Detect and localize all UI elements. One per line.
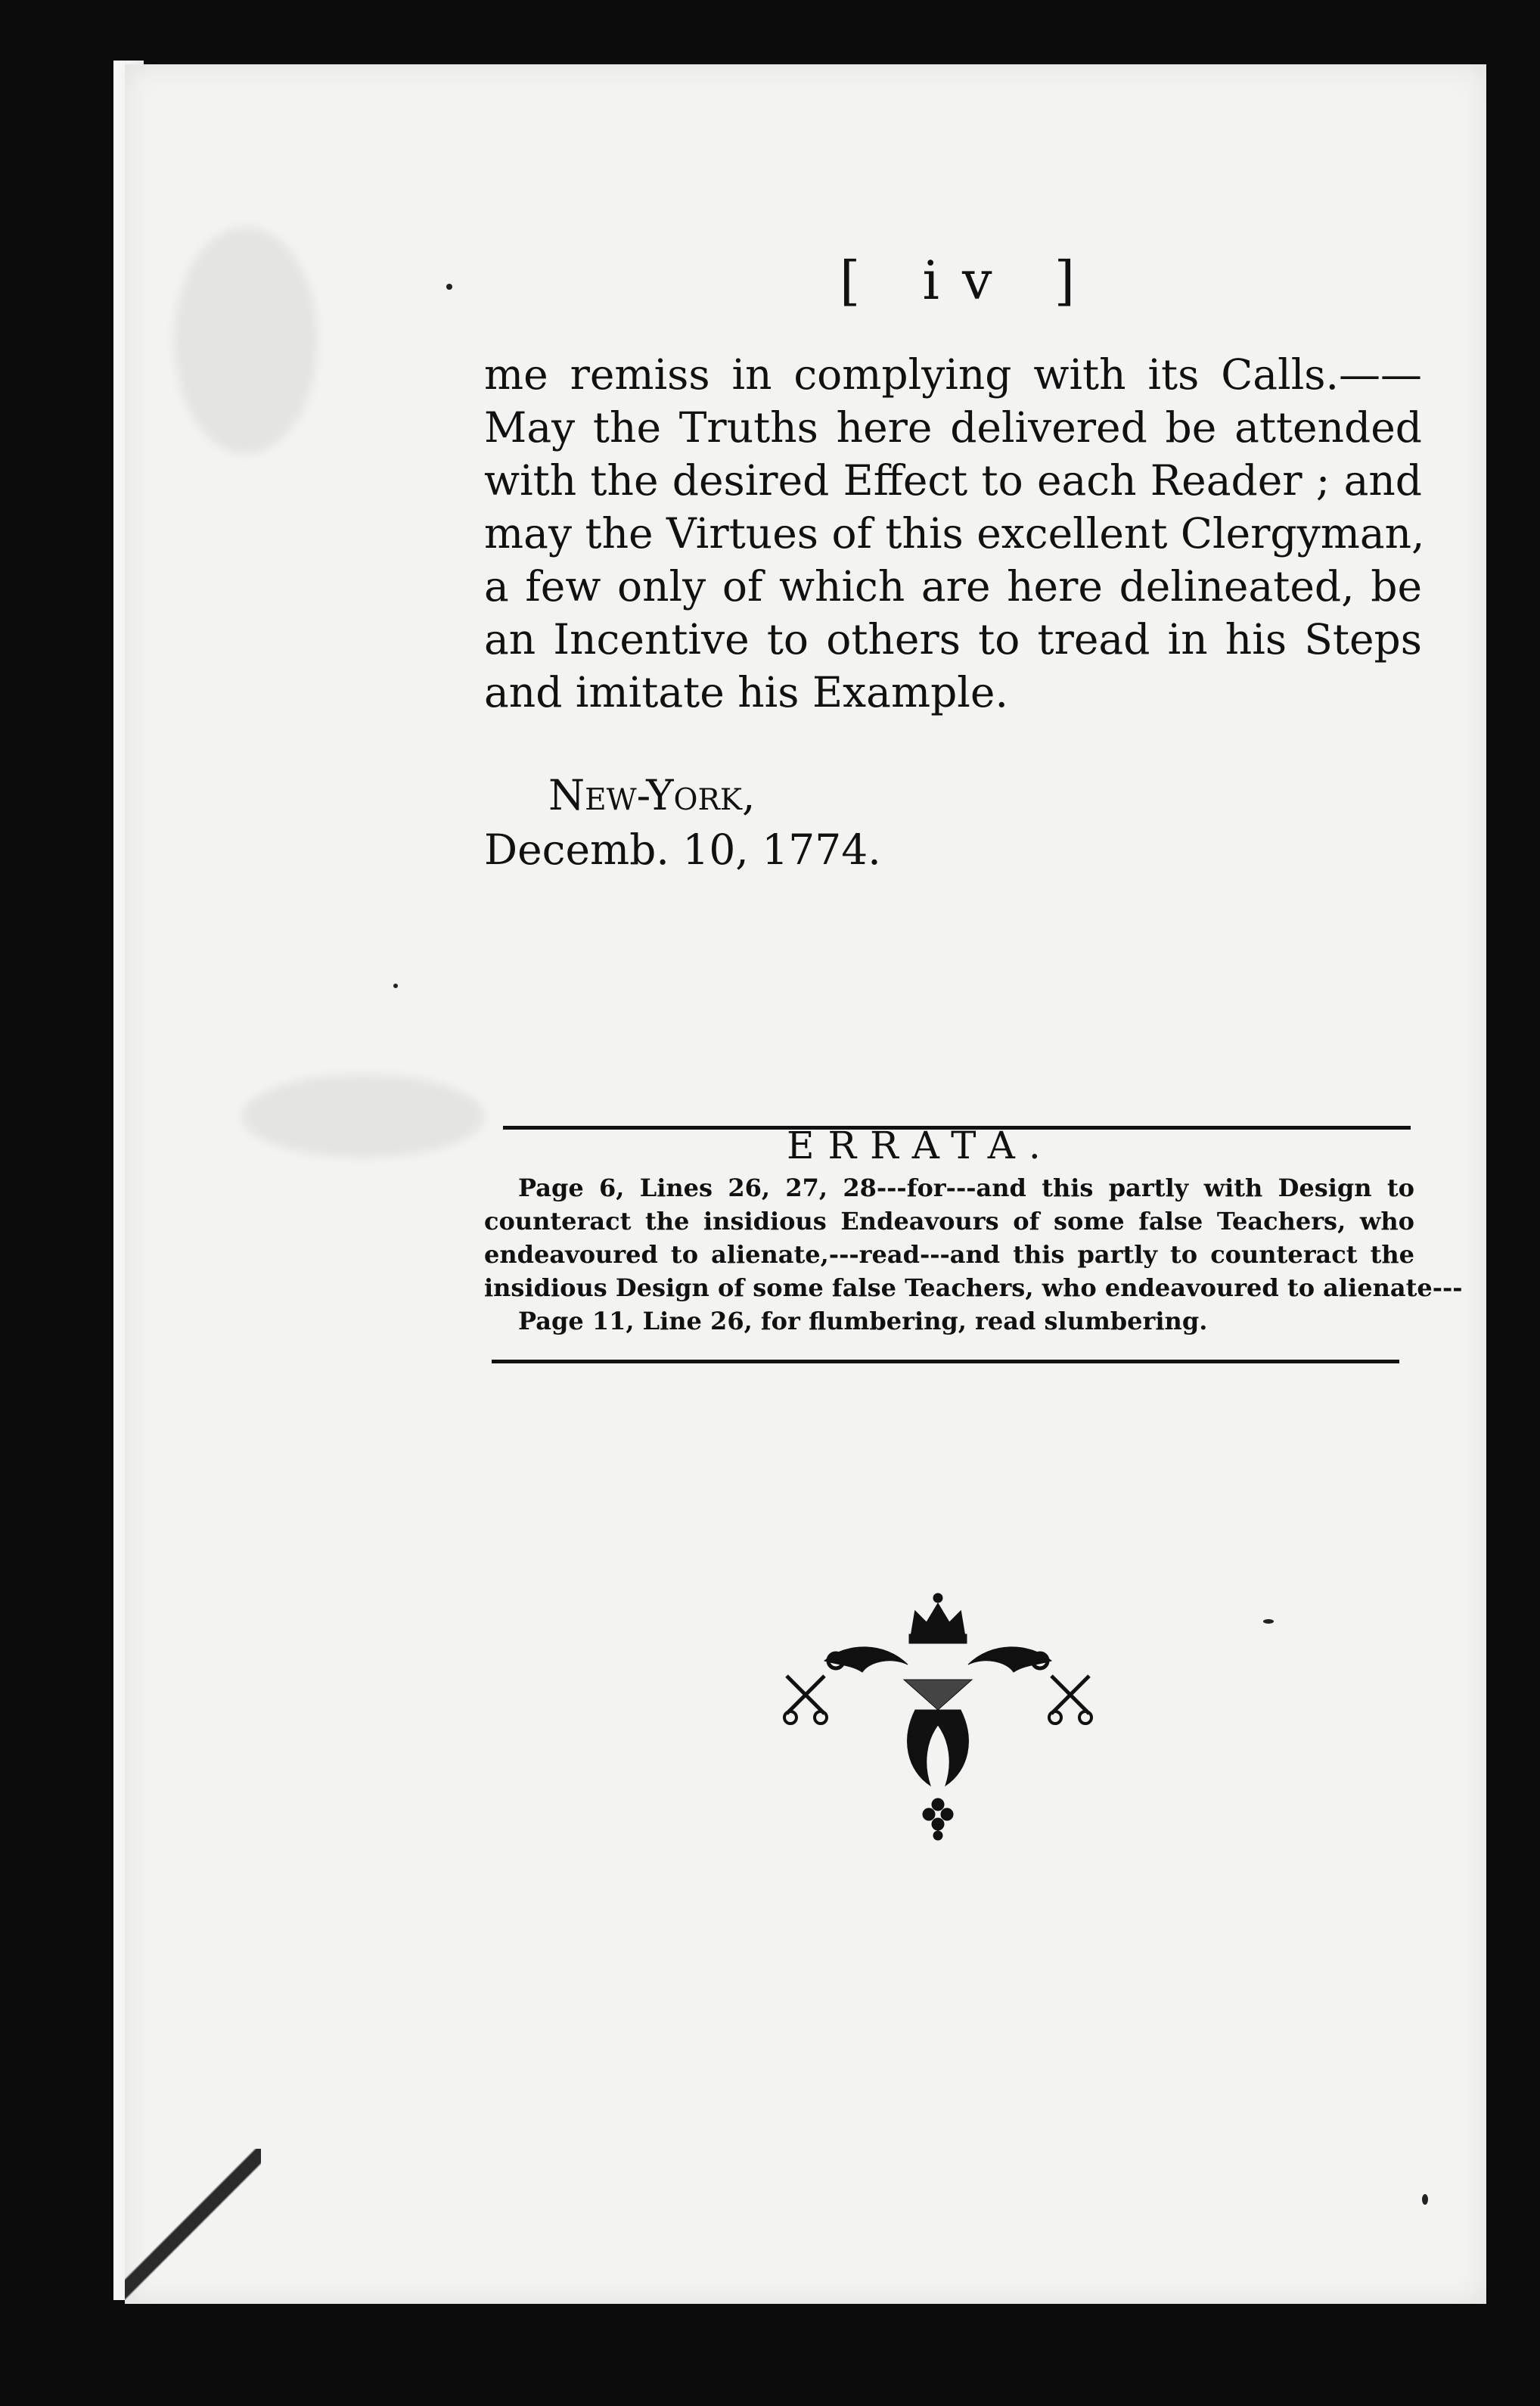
signoff xyxy=(484,768,881,877)
page-number: [ iv ] xyxy=(840,250,1098,312)
errata-bottom-rule xyxy=(492,1360,1399,1363)
text-line: a few only of which are here delineated, be xyxy=(484,562,1422,611)
errata-line: endeavoured to alienate,---read---and this partly to counteract the xyxy=(484,1240,1414,1269)
errata-line: counteract the insidious Endeavours of some false Teachers, who xyxy=(484,1207,1414,1236)
body-paragraph xyxy=(484,348,1425,719)
text-line: with the desired Effect to each Reader ; and xyxy=(484,456,1422,505)
dust-speck xyxy=(1263,1619,1274,1624)
text-line: May the Truths here delivered be attended xyxy=(484,403,1422,452)
errata-title: ERRATA. xyxy=(787,1124,1054,1167)
dust-speck xyxy=(446,284,452,290)
page-fold xyxy=(125,2149,261,2300)
dust-speck xyxy=(1422,2194,1428,2205)
errata-list xyxy=(484,1171,1463,1338)
text-line: an Incentive to others to tread in his Steps xyxy=(484,615,1422,664)
errata-line: Page 6, Lines 26, 27, 28---for---and this partly with Design to xyxy=(518,1173,1414,1202)
paper-stain xyxy=(174,227,318,454)
errata-line: Page 11, Line 26, for flumbering, read slumbering. xyxy=(518,1307,1208,1335)
signoff-date: Decemb. 10, 1774. xyxy=(484,825,881,874)
crown-ornament-icon xyxy=(779,1589,1097,1861)
text-line: me remiss in complying with its Calls.—— xyxy=(484,350,1422,399)
dust-speck xyxy=(393,984,398,988)
errata-line: insidious Design of some false Teachers, who endeavoured to alienate--- xyxy=(484,1273,1463,1302)
paper-stain xyxy=(242,1074,484,1158)
text-line: and imitate his Example. xyxy=(484,668,1008,717)
signoff-place: New-York, xyxy=(548,771,756,819)
text-line: may the Virtues of this excellent Clergyman, xyxy=(484,509,1425,558)
